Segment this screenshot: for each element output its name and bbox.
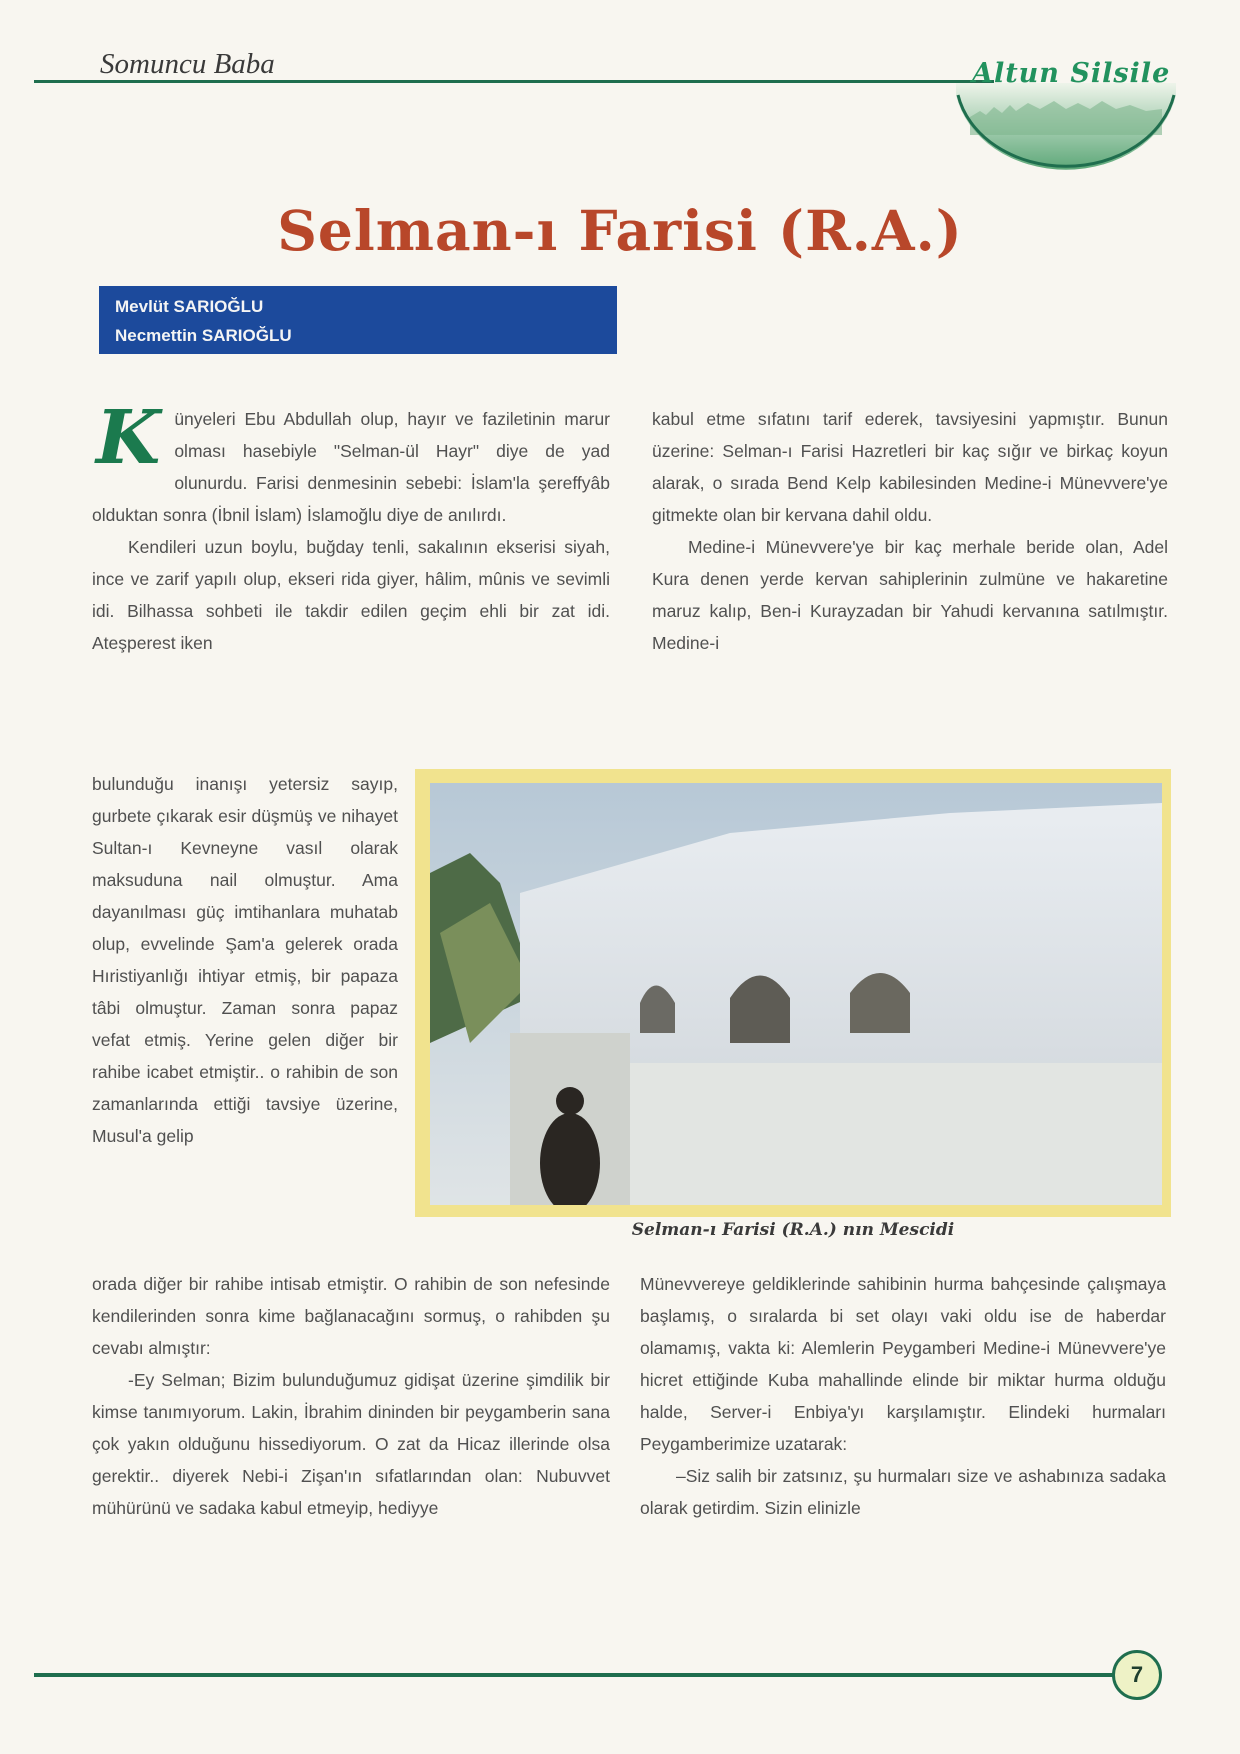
paragraph: kabul etme sıfatını tarif ederek, tavsiyesini yapmıştır. Bunun üzerine: Selman-ı Farisi Hazretleri bir kaç sığır ve birkaç koyun alarak, o sırada Bend Kelp kabilesinden Medine-i Münevvere'ye gitmekte olan bir kervana dahil oldu. [652,409,1168,525]
header-rule [34,80,994,83]
article-column-4 [640,1268,1166,1524]
paragraph: –Siz salih bir zatsınız, şu hurmaları size ve ashabınıza sadaka olarak getirdim. Sizin elinizle [640,1466,1166,1518]
magazine-name: Somuncu Baba [100,48,275,80]
section-title: Altun Silsile [972,58,1171,89]
paragraph: orada diğer bir rahibe intisab etmiştir. O rahibin de son nefesinde kendilerinden sonra kime bağlanacağını sormuş, o rahibden şu cevabı almıştır: [92,1274,610,1358]
author-name: Mevlüt SARIOĞLU [115,297,264,316]
article-column-2 [652,403,1168,659]
author-box [99,286,617,354]
mosque-photo [430,783,1162,1205]
article-column-1 [92,395,610,659]
article-column-3 [92,1268,610,1524]
page-number: 7 [1112,1650,1162,1700]
paragraph: ünyeleri Ebu Abdullah olup, hayır ve faziletinin marur olması hasebiyle "Selman-ül Hayr" diye de yad olunurdu. Farisi denmesinin sebebi: İslam'la şereffyâb olduktan sonra (İbnil İslam) İslamoğlu diye de anılırdı. [92,409,610,525]
photo-caption: Selman-ı Farisi (R.A.) nın Mescidi [631,1220,955,1240]
article-title: Selman-ı Farisi (R.A.) [277,198,963,263]
paragraph: Kendileri uzun boylu, buğday tenli, sakalının ekserisi siyah, ince ve zarif yapılı olup, ekseri rida giyer, hâlim, mûnis ve sevimli idi. Bilhassa sohbeti ile takdir edilen geçim ehli bir zat idi. Ateşperest iken [92,537,610,653]
paragraph: -Ey Selman; Bizim bulunduğumuz gidişat üzerine şimdilik bir kimse tanımıyorum. Lakin, İbrahim dininden bir peygamberin sana çok yakın olduğunu hissediyorum. O zat da Hicaz illerinde olsa gerektir.. diyerek Nebi-i Zişan'ın sıfatlarından olan: Nubuvvet mühürünü ve sadaka kabul etmeyip, hediyye [92,1370,610,1518]
drop-cap: K [96,395,161,481]
paragraph: Münevvereye geldiklerinde sahibinin hurma bahçesinde çalışmaya başlamış, o sıralarda bi set olayı vaki oldu ise de haberdar olamamış, vakta ki: Alemlerin Peygamberi Medine-i Münevvere'ye hicret ettiğinde Kuba mahallinde elinde bir miktar hurma olduğu halde, Server-i Enbiya'yı karşılamıştır. Elindeki hurmaları Peygamberimize uzatarak: [640,1274,1166,1454]
paragraph: bulunduğu inanışı yetersiz sayıp, gurbete çıkarak esir düşmüş ve nihayet Sultan-ı Kevneyne vasıl olarak maksuduna nail olmuştur. Ama dayanılması güç imtihanlara muhatab olup, evvelinde Şam'a gelerek orada Hıristiyanlığı ihtiyar etmiş, bir papaza tâbi olmuştur. Zaman sonra papaz vefat etmiş. Yerine gelen diğer bir rahibe icabet etmiştir.. o rahibin de son zamanlarında ettiği tavsiye üzerine, Musul'a gelip [92,774,398,1146]
article-column-1-continued [92,768,398,1152]
footer-rule [34,1673,1114,1677]
paragraph: Medine-i Münevvere'ye bir kaç merhale beride olan, Adel Kura denen yerde kervan sahiplerinin zulmüne ve hakaretine maruz kalıp, Ben-i Kurayzadan bir Yahudi kervanına satılmıştır. Medine-i [652,537,1168,653]
author-name: Necmettin SARIOĞLU [115,326,292,345]
